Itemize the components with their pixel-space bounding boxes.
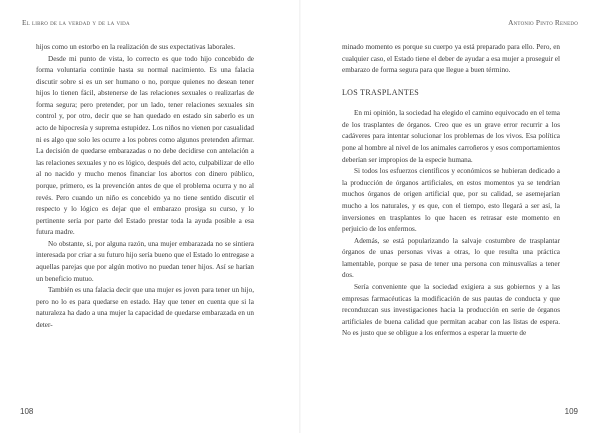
paragraph: Además, se está popularizando la salvaje costumbre de trasplantar órganos de unas personas vivas a otras, lo que resulta una práctica lamentable, porque se pasa de tener una persona con minusvalías a tener dos. xyxy=(342,236,560,280)
paragraph: Desde mi punto de vista, lo correcto es que todo hijo concebido de forma voluntaria continúe hasta su normal nacimiento. Es una falacia discutir sobre si es un ser humano o no, porque quienes no desean tener hijos lo tienen fácil, abstenerse de las relaciones sexuales o realizarlas de forma segura; pero pretender, por un lado, tener relaciones sexuales sin control y, por otro, decir que se han quedado en estado sin saberlo es un acto de hipocresía y suprema estupidez. Los niños no vienen por casualidad ni es algo que solo les ocurre a los pobres como algunos pretenden afirmar. La decisión de quedarse embarazadas o no debe decidirse con antelación a las relaciones sexuales y no es lógico, después del acto, culpabilizar de ello al no nacido y mucho menos financiar los abortos con dinero público, porque, primero, es la prevención antes de que el problema ocurra y no al revés. Pero cuando un niño es concebido ya no tiene sentido discutir el respecto y lo lógico es dejar que el embarazo prosiga su curso, y lo pertinente sería por parte del Estado prestar toda la ayuda posible a esa futura madre. xyxy=(36,54,254,237)
paragraph: minado momento es porque su cuerpo ya está preparado para ello. Pero, en cualquier caso, el Estado tiene el deber de ayudar a esa mujer a proseguir el embarazo de forma segura para que llegue a buen término. xyxy=(342,43,560,75)
right-page xyxy=(300,0,600,433)
right-page-body xyxy=(342,42,560,340)
section-title: LOS TRASPLANTES xyxy=(342,87,420,97)
page-number-left: 108 xyxy=(20,407,34,416)
paragraph: Si todos los esfuerzos científicos y económicos se hubieran dedicado a la producción de órganos artificiales, en estos momentos ya se tendrían muchos órganos de origen artificial que, por su calidad, se asemejarían mucho a los naturales, y es que, con el tiempo, esto llegará a ser así, la inversiones en trasplantes lo que hacen es retrasar este momento en perjuicio de los enfermos. xyxy=(342,167,560,234)
paragraph: hijos como un estorbo en la realización de sus expectativas laborales. xyxy=(36,43,235,51)
page-number-right: 109 xyxy=(564,407,578,416)
running-header-left: El libro de la verdad y de la vida xyxy=(22,18,130,27)
paragraph: No obstante, si, por alguna razón, una mujer embarazada no se sintiera interesada por criar a su futuro hijo sería bueno que el Estado lo entregase a aquellas parejas que por algún motivo no puedan tener hijos. Así se harían un beneficio mutuo. xyxy=(36,239,254,283)
left-page-body xyxy=(36,42,254,331)
paragraph: También es una falacia decir que una mujer es joven para tener un hijo, pero no lo es para quedarse en estado. Hay que tener en cuenta que si la naturaleza ha dado a una mujer la capacidad de quedarse embarazada en un deter- xyxy=(36,286,254,329)
paragraph: En mi opinión, la sociedad ha elegido el camino equivocado en el tema de los trasplantes de órganos. Creo que es un grave error recurrir a los cadáveres para intentar solucionar los problemas de los vivos. Esa política pone al hombre al nivel de los animales carroñeros y esos comportamientos deberían ser impropios de la especie humana. xyxy=(342,109,560,164)
running-header-right: Antonio Pinto Renedo xyxy=(508,18,578,27)
paragraph: Sería conveniente que la sociedad exigiera a sus gobiernos y a las empresas farmacéuticas la modificación de sus pautas de conducta y que reconduzcan sus investigaciones hacia la producción en serie de órganos artificiales de buena calidad que permitan acabar con las listas de espera. No es justo que se obligue a los enfermos a esperar la muerte de xyxy=(342,282,560,338)
